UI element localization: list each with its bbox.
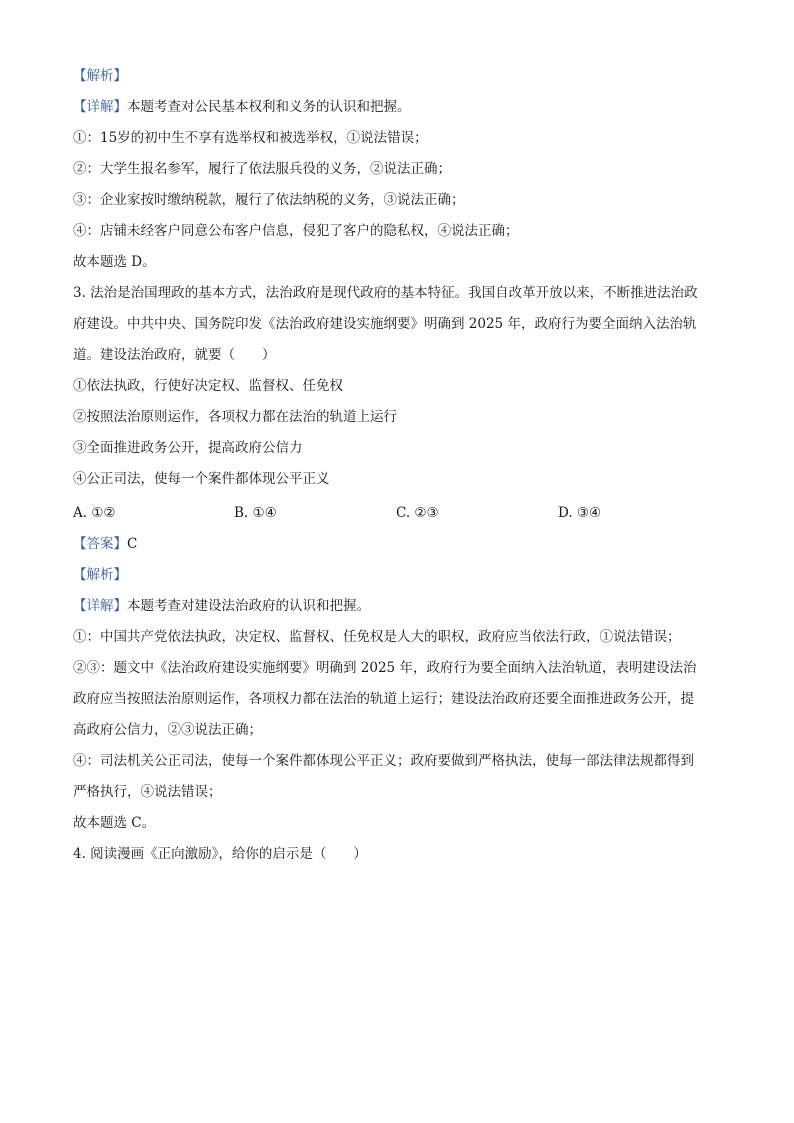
q3-detail-1: ①：中国共产党依法执政，决定权、监督权、任免权是人大的职权，政府应当依法行政，①说法错误；	[73, 629, 681, 645]
q3-statement-2: ②按照法治原则运作，各项权力都在法治的轨道上运行	[73, 409, 397, 425]
choice-c: C. ②③	[396, 505, 439, 521]
q3-stem-line-3: 道。建设法治政府，就要（ ）	[73, 347, 276, 363]
q3-detail-4: 高政府公信力，②③说法正确；	[73, 722, 262, 738]
q3-detail-3: 政府应当按照法治原则运作，各项权力都在法治的轨道上运行；建设法治政府还要全面推进政务公开，提	[73, 691, 694, 707]
jiexi-tag: 【解析】	[73, 68, 127, 84]
q3-stem-line-2: 府建设。中共中央、国务院印发《法治政府建设实施纲要》明确到 2025 年，政府行为要全面纳入法治轨	[73, 316, 697, 332]
q2-point-2: ②：大学生报名参军，履行了依法服兵役的义务，②说法正确；	[73, 161, 451, 177]
q2-point-4: ④：店铺未经客户同意公布客户信息，侵犯了客户的隐私权，④说法正确；	[73, 223, 519, 239]
q3-conclusion: 故本题选 C。	[73, 815, 156, 831]
q3-answer-line	[73, 534, 723, 554]
q2-detail-line	[73, 97, 723, 117]
q3-statement-3: ③全面推进政务公开，提高政府公信力	[73, 440, 303, 456]
answer-value: C	[127, 536, 138, 552]
q3-detail-line	[73, 596, 723, 616]
detail-tag: 【详解】	[73, 99, 127, 115]
q3-detail-2: ②③：题文中《法治政府建设实施纲要》明确到 2025 年，政府行为要全面纳入法治轨道，表明建设法治	[73, 660, 697, 676]
detail-intro: 本题考查对公民基本权利和义务的认识和把握。	[127, 99, 411, 115]
answer-tag: 【答案】	[73, 536, 127, 552]
q3-statement-1: ①依法执政，行使好决定权、监督权、任免权	[73, 378, 343, 394]
detail-intro: 本题考查对建设法治政府的认识和把握。	[127, 598, 370, 614]
choice-b: B. ①④	[234, 505, 277, 521]
q3-detail-6: 严格执行，④说法错误；	[73, 784, 222, 800]
q2-conclusion: 故本题选 D。	[73, 254, 156, 270]
jiexi-tag: 【解析】	[73, 567, 127, 583]
q2-point-3: ③：企业家按时缴纳税款，履行了依法纳税的义务，③说法正确；	[73, 192, 465, 208]
q4-stem: 4. 阅读漫画《正向激励》，给你的启示是（ ）	[73, 846, 367, 862]
choice-a: A. ①②	[73, 505, 116, 521]
q3-choices	[73, 503, 723, 523]
q3-detail-5: ④：司法机关公正司法，使每一个案件都体现公平正义；政府要做到严格执法，使每一部法律法规都得到	[73, 753, 694, 769]
q2-point-1: ①：15岁的初中生不享有选举权和被选举权，①说法错误；	[73, 130, 428, 146]
q2-jiexi-label	[73, 66, 723, 86]
detail-tag: 【详解】	[73, 598, 127, 614]
q3-stem-line-1: 3. 法治是治国理政的基本方式，法治政府是现代政府的基本特征。我国自改革开放以来，不断推进法治政	[73, 285, 698, 301]
q3-jiexi-label	[73, 565, 723, 585]
choice-d: D. ③④	[558, 505, 602, 521]
q3-statement-4: ④公正司法，使每一个案件都体现公平正义	[73, 471, 330, 487]
